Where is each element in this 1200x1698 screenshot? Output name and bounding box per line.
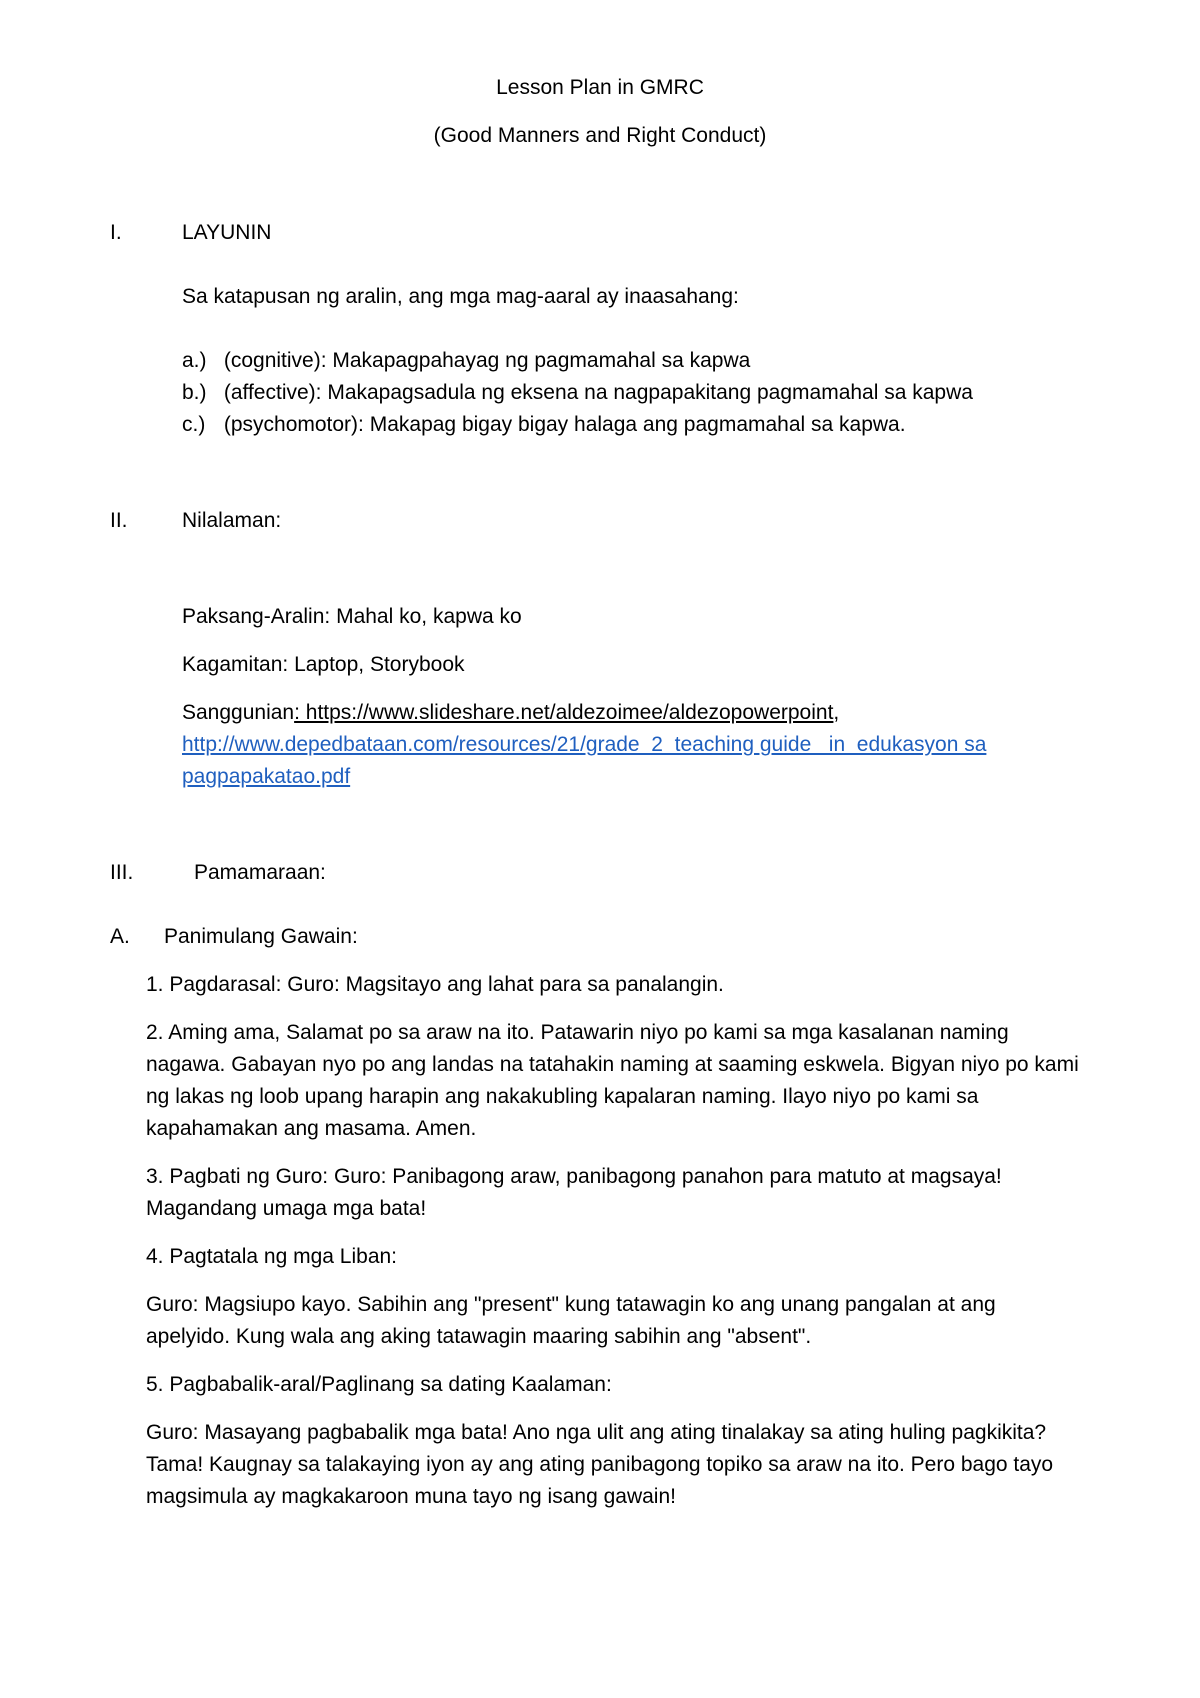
section-1-numeral: I.	[110, 221, 122, 244]
objective-a-text: (cognitive): Makapagpahayag ng pagmamahal sa kapwa	[223, 349, 751, 372]
step-1-pagdarasal: 1. Pagdarasal: Guro: Magsitayo ang lahat para sa panalangin.	[146, 973, 724, 996]
slideshare-link[interactable]: : https://www.slideshare.net/aldezoimee/aldezopowerpoint	[294, 701, 834, 724]
section-2-heading: Nilalaman:	[182, 509, 282, 532]
objective-b	[182, 377, 973, 409]
subsection-a-label: A.	[110, 925, 130, 948]
step-4-guro-paragraph	[146, 1289, 1126, 1353]
paksang-aralin: Paksang-Aralin: Mahal ko, kapwa ko	[182, 605, 522, 628]
section-3-heading: Pamamaraan:	[194, 861, 326, 884]
objectives-intro: Sa katapusan ng aralin, ang mga mag-aaral ay inaasahang:	[182, 285, 739, 308]
objective-c-label: c.)	[182, 413, 206, 436]
subsection-a-heading: Panimulang Gawain:	[164, 925, 358, 948]
kagamitan: Kagamitan: Laptop, Storybook	[182, 653, 465, 676]
document-subtitle: (Good Manners and Right Conduct)	[433, 124, 767, 147]
section-2-numeral: II.	[110, 509, 128, 532]
sanggunian-comma: ,	[833, 701, 840, 724]
objective-a	[182, 345, 750, 377]
prayer-line: nagawa. Gabayan nyo po ang landas na tatahakin naming at saaming eskwela. Bigyan niyo po kami	[146, 1053, 1079, 1076]
step-5-guro-line: Guro: Masayang pagbabalik mga bata! Ano nga ulit ang ating tinalakay sa ating huling pagkikita?	[146, 1421, 1047, 1444]
prayer-line: 2. Aming ama, Salamat po sa araw na ito. Patawarin niyo po kami sa mga kasalanan naming	[146, 1021, 1009, 1044]
objective-a-label: a.)	[182, 349, 207, 372]
section-3-numeral: III.	[110, 861, 134, 884]
sanggunian-line	[182, 697, 839, 729]
objective-b-text: (affective): Makapagsadula ng eksena na nagpapakitang pagmamahal sa kapwa	[223, 381, 973, 404]
step-5-guro-paragraph	[146, 1417, 1126, 1513]
step-3-pagbati	[146, 1161, 1126, 1225]
step-3-line: 3. Pagbati ng Guro: Guro: Panibagong araw, panibagong panahon para matuto at magsaya!	[146, 1165, 1002, 1188]
step-5-guro-line: magsimula ay magkakaroon muna tayo ng isang gawain!	[146, 1485, 676, 1508]
objective-c-text: (psychomotor): Makapag bigay bigay halaga ang pagmamahal sa kapwa.	[223, 413, 906, 436]
prayer-paragraph	[146, 1017, 1126, 1145]
step-4-pagtatala: 4. Pagtatala ng mga Liban:	[146, 1245, 398, 1268]
step-5-pagbabalik-aral: 5. Pagbabalik-aral/Paglinang sa dating Kaalaman:	[146, 1373, 612, 1396]
step-4-guro-line: apelyido. Kung wala ang aking tatawagin maaring sabihin ang "absent".	[146, 1325, 812, 1348]
prayer-line: kapahamakan ang masama. Amen.	[146, 1117, 477, 1140]
step-3-line: Magandang umaga mga bata!	[146, 1197, 427, 1220]
depedbataan-link-line1[interactable]: http://www.depedbataan.com/resources/21/grade_2_teaching guide_ in_edukasyon sa	[182, 733, 987, 756]
depedbataan-link-line2[interactable]: pagpapakatao.pdf	[182, 765, 351, 788]
objective-b-label: b.)	[182, 381, 207, 404]
sanggunian-label: Sanggunian	[182, 701, 295, 724]
section-1-heading: LAYUNIN	[182, 221, 272, 244]
step-5-guro-line: Tama! Kaugnay sa talakaying iyon ay ang ating panibagong topiko sa araw na ito. Pero bago tayo	[146, 1453, 1054, 1476]
prayer-line: ng lakas ng loob upang harapin ang nakakubling kapalaran naming. Ilayo niyo po kami sa	[146, 1085, 979, 1108]
document-title: Lesson Plan in GMRC	[496, 76, 704, 99]
objective-c	[182, 409, 906, 441]
step-4-guro-line: Guro: Magsiupo kayo. Sabihin ang "present" kung tatawagin ko ang unang pangalan at ang	[146, 1293, 996, 1316]
